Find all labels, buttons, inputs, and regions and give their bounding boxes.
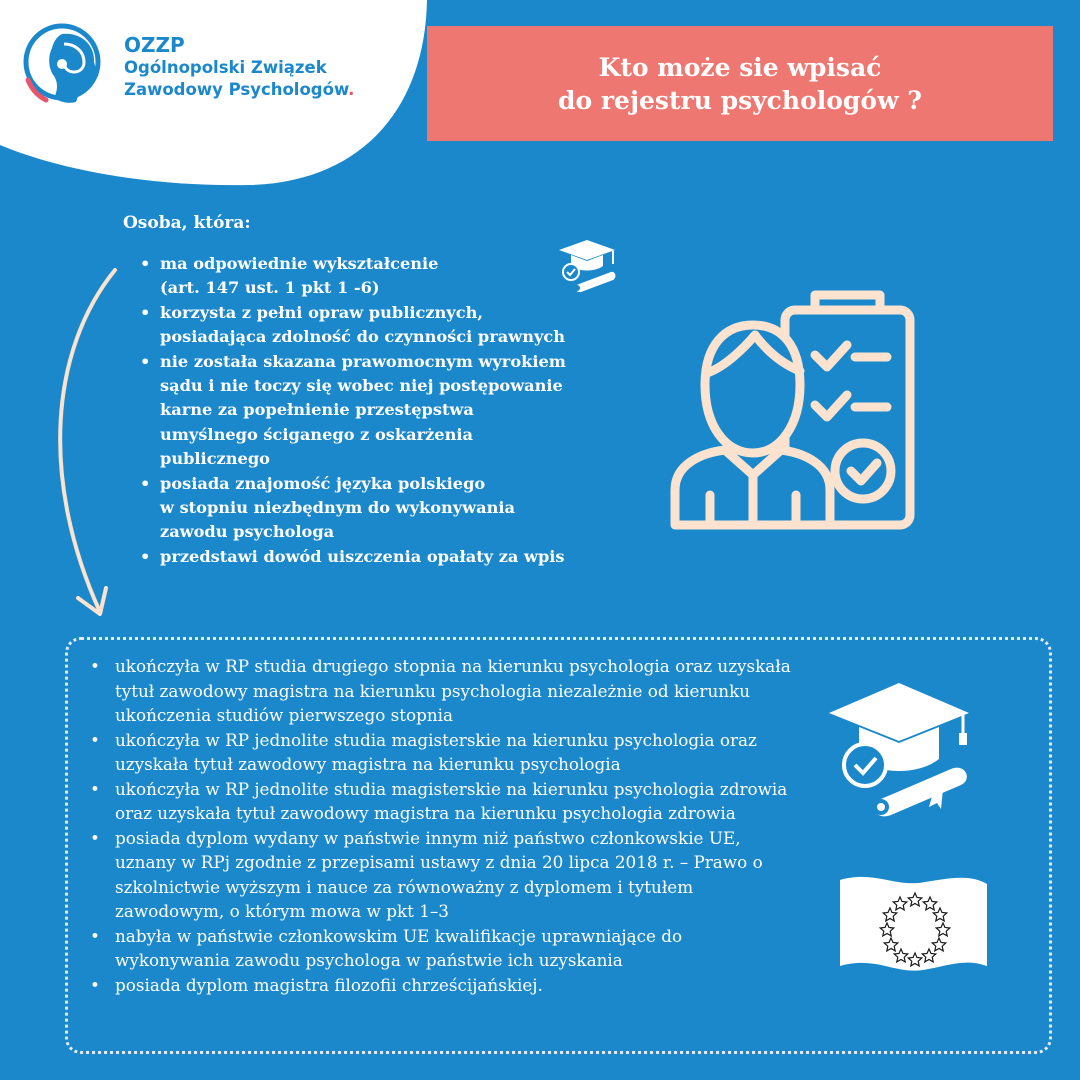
person-clipboard-icon	[665, 285, 920, 530]
title-line2: do rejestru psychologów ?	[558, 85, 922, 115]
criteria-item: • posiada znajomość języka polskiego w stopniu niezbędnym do wykonywania zawodu psychologa	[140, 472, 660, 545]
curved-arrow-icon	[40, 260, 140, 630]
logo-text	[124, 33, 354, 101]
education-item: • nabyła w państwie członkowskim UE kwalifikacje uprawniające do wykonywania zawodu psychologa w państwie ich uzyskania	[88, 924, 798, 973]
criteria-list	[140, 252, 660, 569]
intro-heading: Osoba, która:	[123, 213, 251, 233]
org-name-line1: Ogólnopolski Związek	[124, 58, 327, 77]
education-item: • posiada dyplom magistra filozofii chrześcijańskiej.	[88, 973, 798, 998]
education-item: • ukończyła w RP jednolite studia magisterskie na kierunku psychologia zdrowia oraz uzyskała tytuł zawodowy magistra na kierunku psychologia zdrowia	[88, 777, 798, 826]
education-list	[88, 654, 798, 997]
criteria-item: • nie została skazana prawomocnym wyrokiem sądu i nie toczy się wobec niej postępowanie karne za popełnienie przestępstwa umyślnego ściganego z oskarżenia publicznego	[140, 350, 660, 472]
education-item: • ukończyła w RP jednolite studia magisterskie na kierunku psychologia oraz uzyskała tytuł zawodowy magistra na kierunku psychologia	[88, 728, 798, 777]
graduation-cap-small-icon	[555, 234, 619, 296]
org-name-line2	[124, 79, 354, 101]
criteria-item: • przedstawi dowód uiszczenia opałaty za wpis	[140, 545, 660, 569]
criteria-item: • korzysta z pełni opraw publicznych, posiadająca zdolność do czynności prawnych	[140, 301, 660, 350]
criteria-item: • ma odpowiednie wykształcenie (art. 147 ust. 1 pkt 1 -6)	[140, 252, 660, 301]
education-item: • posiada dyplom wydany w państwie innym niż państwo członkowskie UE, uznany w RPj zgodnie z przepisami ustawy z dnia 20 lipca 2018 r. – Prawo o szkolnictwie wyższym i nauce za równoważny z dyplomem i tytułem zawodowym, o którym mowa w pkt 1–3	[88, 826, 798, 924]
org-name-dot: .	[348, 80, 355, 99]
eu-flag-icon	[835, 870, 995, 980]
head-profile-logo-icon	[18, 22, 118, 108]
org-name-line2-text: Zawodowy Psychologów	[124, 80, 349, 99]
education-item: • ukończyła w RP studia drugiego stopnia na kierunku psychologia oraz uzyskała tytuł zawodowy magistra na kierunku psychologia niezależnie od kierunku ukończenia studiów pierwszego stopnia	[88, 654, 798, 728]
title-line1: Kto może sie wpisać	[598, 52, 882, 82]
title-banner	[427, 26, 1053, 141]
graduation-cap-large-icon	[825, 675, 975, 825]
org-short-name: OZZP	[124, 33, 185, 57]
